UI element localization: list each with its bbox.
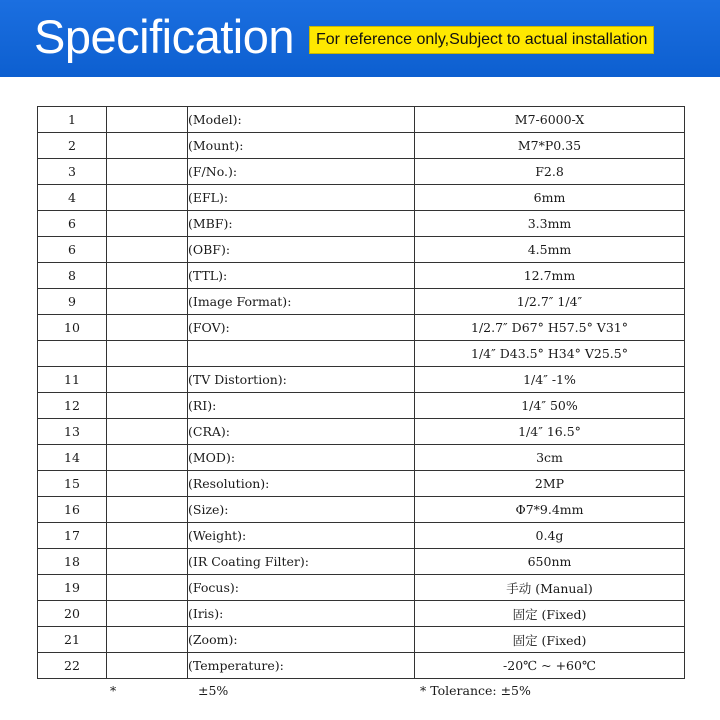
- spec-row: [38, 549, 685, 575]
- spec-value-cell: 6mm: [415, 185, 685, 211]
- spec-label-cell: (FOV):: [188, 315, 415, 341]
- spec-value-cell: 4.5mm: [415, 237, 685, 263]
- spec-chinese-label-cell: [107, 341, 188, 367]
- spec-value-cell: 1/4″ -1%: [415, 367, 685, 393]
- spec-label-cell: (CRA):: [188, 419, 415, 445]
- spec-number-cell: 6: [38, 211, 107, 237]
- spec-number-cell: 17: [38, 523, 107, 549]
- spec-value-cell: 1/4″ D43.5° H34° V25.5°: [415, 341, 685, 367]
- spec-label-cell: (Image Format):: [188, 289, 415, 315]
- spec-chinese-label-cell: [107, 133, 188, 159]
- spec-number-cell: 4: [38, 185, 107, 211]
- spec-label-cell: (MBF):: [188, 211, 415, 237]
- header-banner: [0, 0, 720, 77]
- spec-chinese-label-cell: [107, 289, 188, 315]
- spec-table: [37, 106, 685, 679]
- spec-chinese-label-cell: [107, 263, 188, 289]
- spec-row: [38, 263, 685, 289]
- spec-number-cell: 3: [38, 159, 107, 185]
- spec-number-cell: 21: [38, 627, 107, 653]
- spec-value-cell: M7*P0.35: [415, 133, 685, 159]
- spec-value-cell: 12.7mm: [415, 263, 685, 289]
- spec-label-cell: [188, 341, 415, 367]
- footer-tolerance-cn: ±5%: [198, 683, 229, 698]
- spec-label-cell: (Model):: [188, 107, 415, 133]
- spec-row: [38, 653, 685, 679]
- spec-value-cell: 650nm: [415, 549, 685, 575]
- spec-chinese-label-cell: [107, 211, 188, 237]
- spec-chinese-label-cell: [107, 523, 188, 549]
- spec-number-cell: 14: [38, 445, 107, 471]
- spec-row: [38, 419, 685, 445]
- spec-value-cell: 3.3mm: [415, 211, 685, 237]
- spec-value-cell: 固定 (Fixed): [415, 627, 685, 653]
- spec-label-cell: (IR Coating Filter):: [188, 549, 415, 575]
- spec-label-cell: (Size):: [188, 497, 415, 523]
- spec-number-cell: 20: [38, 601, 107, 627]
- spec-label-cell: (F/No.):: [188, 159, 415, 185]
- spec-row: [38, 445, 685, 471]
- spec-value-cell: 1/4″ 50%: [415, 393, 685, 419]
- footer-tolerance-en: * Tolerance: ±5%: [420, 683, 531, 698]
- spec-table-body: [38, 107, 685, 679]
- spec-value-cell: M7-6000-X: [415, 107, 685, 133]
- spec-chinese-label-cell: [107, 315, 188, 341]
- spec-label-cell: (Focus):: [188, 575, 415, 601]
- spec-number-cell: 16: [38, 497, 107, 523]
- spec-row: [38, 107, 685, 133]
- spec-label-cell: (TTL):: [188, 263, 415, 289]
- spec-label-cell: (RI):: [188, 393, 415, 419]
- spec-chinese-label-cell: [107, 419, 188, 445]
- spec-row: [38, 471, 685, 497]
- spec-value-cell: 手动 (Manual): [415, 575, 685, 601]
- spec-label-cell: (TV Distortion):: [188, 367, 415, 393]
- spec-chinese-label-cell: [107, 575, 188, 601]
- spec-value-cell: 固定 (Fixed): [415, 601, 685, 627]
- spec-chinese-label-cell: [107, 497, 188, 523]
- spec-label-cell: (Weight):: [188, 523, 415, 549]
- spec-value-cell: F2.8: [415, 159, 685, 185]
- spec-row: [38, 185, 685, 211]
- disclaimer-badge: For reference only,Subject to actual installation: [309, 26, 654, 54]
- spec-number-cell: 9: [38, 289, 107, 315]
- spec-number-cell: 15: [38, 471, 107, 497]
- spec-chinese-label-cell: [107, 107, 188, 133]
- spec-number-cell: 13: [38, 419, 107, 445]
- spec-number-cell: 10: [38, 315, 107, 341]
- spec-number-cell: 11: [38, 367, 107, 393]
- footer-asterisk: *: [110, 683, 117, 698]
- spec-row: [38, 575, 685, 601]
- spec-chinese-label-cell: [107, 367, 188, 393]
- spec-row: [38, 289, 685, 315]
- spec-label-cell: (OBF):: [188, 237, 415, 263]
- spec-row: [38, 497, 685, 523]
- spec-number-cell: 19: [38, 575, 107, 601]
- spec-chinese-label-cell: [107, 237, 188, 263]
- spec-label-cell: (MOD):: [188, 445, 415, 471]
- spec-number-cell: 18: [38, 549, 107, 575]
- spec-number-cell: 12: [38, 393, 107, 419]
- spec-value-cell: 2MP: [415, 471, 685, 497]
- spec-label-cell: (Mount):: [188, 133, 415, 159]
- spec-number-cell: [38, 341, 107, 367]
- spec-row: [38, 523, 685, 549]
- spec-chinese-label-cell: [107, 653, 188, 679]
- spec-chinese-label-cell: [107, 445, 188, 471]
- spec-value-cell: 1/2.7″ D67° H57.5° V31°: [415, 315, 685, 341]
- spec-label-cell: (Resolution):: [188, 471, 415, 497]
- spec-label-cell: (Iris):: [188, 601, 415, 627]
- spec-label-cell: (EFL):: [188, 185, 415, 211]
- spec-chinese-label-cell: [107, 393, 188, 419]
- spec-number-cell: 8: [38, 263, 107, 289]
- spec-number-cell: 6: [38, 237, 107, 263]
- spec-row: [38, 367, 685, 393]
- spec-row: [38, 315, 685, 341]
- spec-chinese-label-cell: [107, 549, 188, 575]
- spec-chinese-label-cell: [107, 601, 188, 627]
- spec-value-cell: 1/2.7″ 1/4″: [415, 289, 685, 315]
- spec-number-cell: 22: [38, 653, 107, 679]
- spec-row: [38, 237, 685, 263]
- spec-chinese-label-cell: [107, 159, 188, 185]
- page-title: Specification: [34, 10, 294, 63]
- spec-number-cell: 1: [38, 107, 107, 133]
- spec-chinese-label-cell: [107, 185, 188, 211]
- spec-row: [38, 393, 685, 419]
- spec-row: [38, 211, 685, 237]
- spec-row: [38, 133, 685, 159]
- spec-row: [38, 159, 685, 185]
- spec-value-cell: -20℃ ~ +60℃: [415, 653, 685, 679]
- spec-value-cell: 3cm: [415, 445, 685, 471]
- spec-row: [38, 341, 685, 367]
- spec-number-cell: 2: [38, 133, 107, 159]
- spec-value-cell: 1/4″ 16.5°: [415, 419, 685, 445]
- spec-value-cell: 0.4g: [415, 523, 685, 549]
- spec-label-cell: (Temperature):: [188, 653, 415, 679]
- spec-row: [38, 627, 685, 653]
- spec-value-cell: Φ7*9.4mm: [415, 497, 685, 523]
- spec-label-cell: (Zoom):: [188, 627, 415, 653]
- spec-row: [38, 601, 685, 627]
- spec-chinese-label-cell: [107, 627, 188, 653]
- spec-chinese-label-cell: [107, 471, 188, 497]
